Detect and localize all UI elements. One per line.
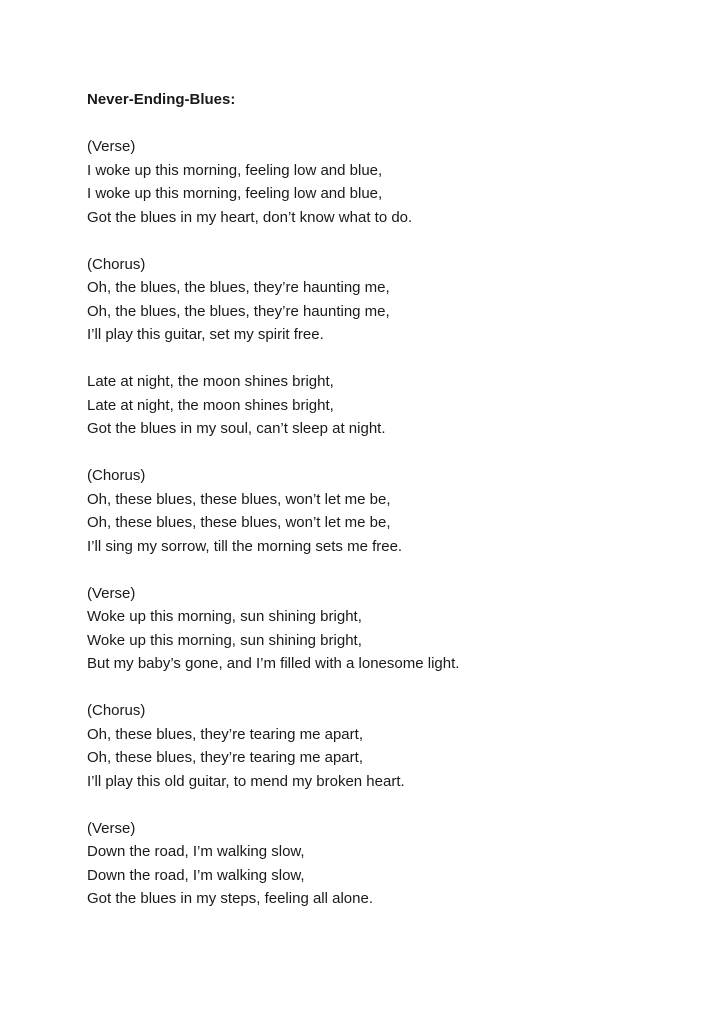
lyric-line: Woke up this morning, sun shining bright, (87, 608, 362, 625)
paragraph-gap (87, 558, 687, 582)
lyric-line: Oh, the blues, the blues, they’re haunting me, (87, 279, 390, 296)
lyric-line: Got the blues in my soul, can’t sleep at night. (87, 420, 386, 437)
paragraph-gap (87, 112, 687, 136)
lyric-line: I woke up this morning, feeling low and blue, (87, 185, 383, 202)
stanza-verse-3 (87, 582, 687, 676)
stanza-label: (Verse) (87, 819, 136, 837)
stanza-chorus-3 (87, 699, 687, 793)
lyric-line: Down the road, I’m walking slow, (87, 843, 305, 860)
lyric-line: Woke up this morning, sun shining bright, (87, 631, 362, 649)
lyric-line: Oh, the blues, the blues, they’re haunting me, (87, 302, 390, 320)
stanza-label: (Verse) (87, 138, 136, 155)
stanza-chorus-2 (87, 464, 687, 558)
document-title: Never-Ending-Blues: (87, 91, 236, 108)
paragraph-gap (87, 793, 687, 817)
lyric-line: Late at night, the moon shines bright, (87, 373, 334, 390)
lyric-line: Oh, these blues, these blues, won’t let me be, (87, 490, 391, 508)
lyrics-content (87, 88, 687, 911)
paragraph-gap (87, 676, 687, 700)
paragraph-gap (87, 229, 687, 253)
lyric-line: I’ll play this guitar, set my spirit free. (87, 326, 324, 343)
lyric-line: I’ll sing my sorrow, till the morning sets me free. (87, 537, 403, 555)
lyric-line: Down the road, I’m walking slow, (87, 866, 305, 884)
stanza-label: (Chorus) (87, 702, 146, 719)
stanza-chorus-1 (87, 253, 687, 347)
lyric-line: Late at night, the moon shines bright, (87, 396, 334, 414)
lyric-line: I’ll play this old guitar, to mend my broken heart. (87, 772, 405, 790)
paragraph-gap (87, 347, 687, 371)
lyric-line: But my baby’s gone, and I’m filled with a lonesome light. (87, 655, 460, 672)
lyric-line: Oh, these blues, they’re tearing me apart, (87, 725, 363, 743)
stanza-label: (Chorus) (87, 255, 146, 273)
stanza-verse-1 (87, 135, 687, 229)
lyric-line: Oh, these blues, they’re tearing me apart, (87, 749, 363, 766)
stanza-label: (Chorus) (87, 467, 146, 484)
paragraph-gap (87, 441, 687, 465)
lyric-line: Got the blues in my heart, don’t know what to do. (87, 208, 413, 226)
lyric-line: Got the blues in my steps, feeling all alone. (87, 890, 373, 907)
lyric-line: Oh, these blues, these blues, won’t let me be, (87, 514, 391, 531)
stanza-verse-2 (87, 370, 687, 441)
lyric-line: I woke up this morning, feeling low and blue, (87, 161, 383, 179)
stanza-verse-4 (87, 817, 687, 911)
stanza-label: (Verse) (87, 584, 136, 602)
